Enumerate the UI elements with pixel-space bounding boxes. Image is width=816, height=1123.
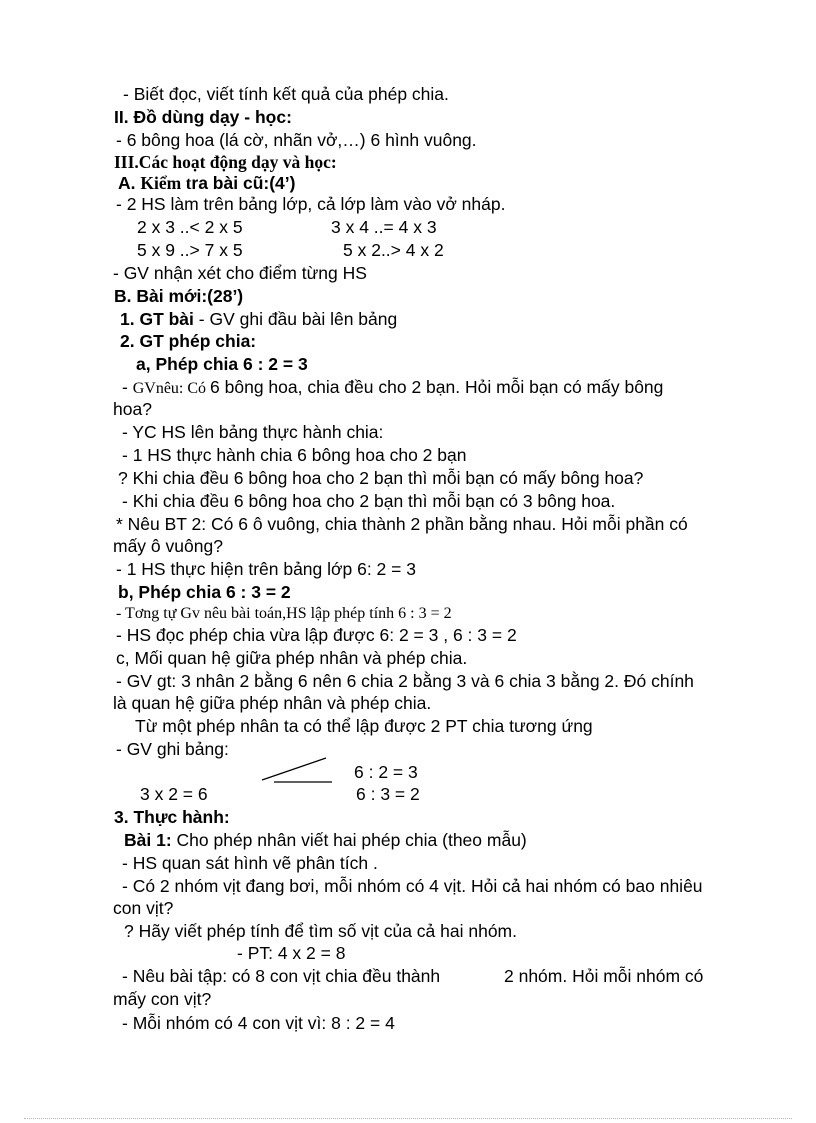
multiplication-base: 3 x 2 = 6 <box>140 784 208 804</box>
intro-label: 1. GT bài <box>120 309 194 329</box>
division-answer: - Mỗi nhóm có 4 con vịt vì: 8 : 2 = 4 <box>122 1013 395 1033</box>
practice-student: - 1 HS thực hành chia 6 bông hoa cho 2 bạn <box>122 445 467 465</box>
division-exercise-tail: 2 nhóm. Hỏi mỗi nhóm có <box>504 966 704 986</box>
practice-heading: 3. Thực hành: <box>114 807 230 827</box>
board-practice: - 1 HS thực hiện trên bảng lớp 6: 2 = 3 <box>116 559 416 579</box>
write-expression-question: ? Hãy viết phép tính để tìm số vịt của cả hai nhóm. <box>124 921 517 941</box>
division-a-heading: a, Phép chia 6 : 2 = 3 <box>136 354 308 374</box>
part-a-prefix: A. <box>118 173 141 193</box>
expression-line: - PT: 4 x 2 = 8 <box>237 943 346 963</box>
part-b-heading: B. Bài mới:(28’) <box>114 286 244 306</box>
relation-summary: Từ một phép nhân ta có thể lập được 2 PT chia tương ứng <box>135 716 593 736</box>
intro-text: - GV ghi đầu bài lên bảng <box>193 309 398 329</box>
duck-problem: - Có 2 nhóm vịt đang bơi, mỗi nhóm có 4 vịt. Hỏi cả hai nhóm có bao nhiêu <box>122 876 703 896</box>
page-bottom-border <box>24 1118 792 1119</box>
problem-dash: - <box>122 377 133 397</box>
answer-line: - Khi chia đều 6 bông hoa cho 2 bạn thì mỗi bạn có 3 bông hoa. <box>122 491 616 511</box>
section-iii-heading: III.Các hoạt động dạy và học: <box>114 152 337 172</box>
exercise-1-text: Cho phép nhân viết hai phép chia (theo mẫu) <box>171 830 527 850</box>
intro-line <box>120 308 397 330</box>
relation-explanation-continued: là quan hệ giữa phép nhân và phép chia. <box>113 693 432 713</box>
problem-statement <box>122 376 663 400</box>
exercise-row-2a: 5 x 9 ..> 7 x 5 <box>137 240 243 260</box>
exercise-row-1a: 2 x 3 ..< 2 x 5 <box>137 217 243 237</box>
problem-serif-text: GVnêu: Có <box>132 380 211 397</box>
arrow-line-up <box>262 758 326 780</box>
problem-rest: 6 bông hoa, chia đều cho 2 bạn. Hỏi mỗi bạn có mấy bông <box>210 377 664 397</box>
exercise-2-statement: * Nêu BT 2: Có 6 ô vuông, chia thành 2 phần bằng nhau. Hỏi mỗi phần có <box>116 514 688 534</box>
division-b-heading: b, Phép chia 6 : 3 = 2 <box>118 582 291 602</box>
relation-arrows <box>256 754 336 784</box>
teacher-feedback: - GV nhận xét cho điểm từng HS <box>113 263 367 283</box>
section-ii-heading: II. Đồ dùng dạy - học: <box>114 107 292 127</box>
part-a-rest: ra bài cũ:(4’) <box>191 173 296 193</box>
exercise-row-2b: 5 x 2..> 4 x 2 <box>343 240 444 260</box>
objective-line: - Biết đọc, viết tính kết quả của phép chia. <box>123 84 449 104</box>
similar-problem: - Tơng tự Gv nêu bài toán,HS lập phép tính 6 : 3 = 2 <box>116 605 452 622</box>
practice-instruction: - YC HS lên bảng thực hành chia: <box>122 422 384 442</box>
division-result-1: 6 : 2 = 3 <box>354 762 418 782</box>
exercise-row-1b: 3 x 4 ..= 4 x 3 <box>331 217 437 237</box>
division-exercise-continued: mấy con vịt? <box>113 989 212 1009</box>
exercise-1-label: Bài 1: <box>124 830 172 850</box>
division-result-2: 6 : 3 = 2 <box>356 784 420 804</box>
part-a-serif-text: Kiểm t <box>140 173 192 193</box>
homework-instruction: - 2 HS làm trên bảng lớp, cả lớp làm vào vở nháp. <box>116 194 506 214</box>
relation-heading: c, Mối quan hệ giữa phép nhân và phép chia. <box>116 648 468 668</box>
division-heading: 2. GT phép chia: <box>120 331 257 351</box>
board-note: - GV ghi bảng: <box>116 739 229 759</box>
exercise-2-continued: mấy ô vuông? <box>113 536 223 556</box>
materials-line: - 6 bông hoa (lá cờ, nhãn vở,…) 6 hình vuông. <box>116 130 477 150</box>
question-line: ? Khi chia đều 6 bông hoa cho 2 bạn thì mỗi bạn có mấy bông hoa? <box>118 468 644 488</box>
part-a-heading <box>118 172 295 194</box>
relation-explanation: - GV gt: 3 nhân 2 bằng 6 nên 6 chia 2 bằng 3 và 6 chia 3 bằng 2. Đó chính <box>116 671 694 691</box>
read-division: - HS đọc phép chia vừa lập được 6: 2 = 3 , 6 : 3 = 2 <box>116 625 517 645</box>
observe-line: - HS quan sát hình vẽ phân tích . <box>122 853 378 873</box>
exercise-1-line <box>124 829 527 851</box>
division-exercise: - Nêu bài tập: có 8 con vịt chia đều thành <box>122 966 441 986</box>
problem-continued: hoa? <box>113 399 152 419</box>
duck-problem-continued: con vịt? <box>113 898 174 918</box>
